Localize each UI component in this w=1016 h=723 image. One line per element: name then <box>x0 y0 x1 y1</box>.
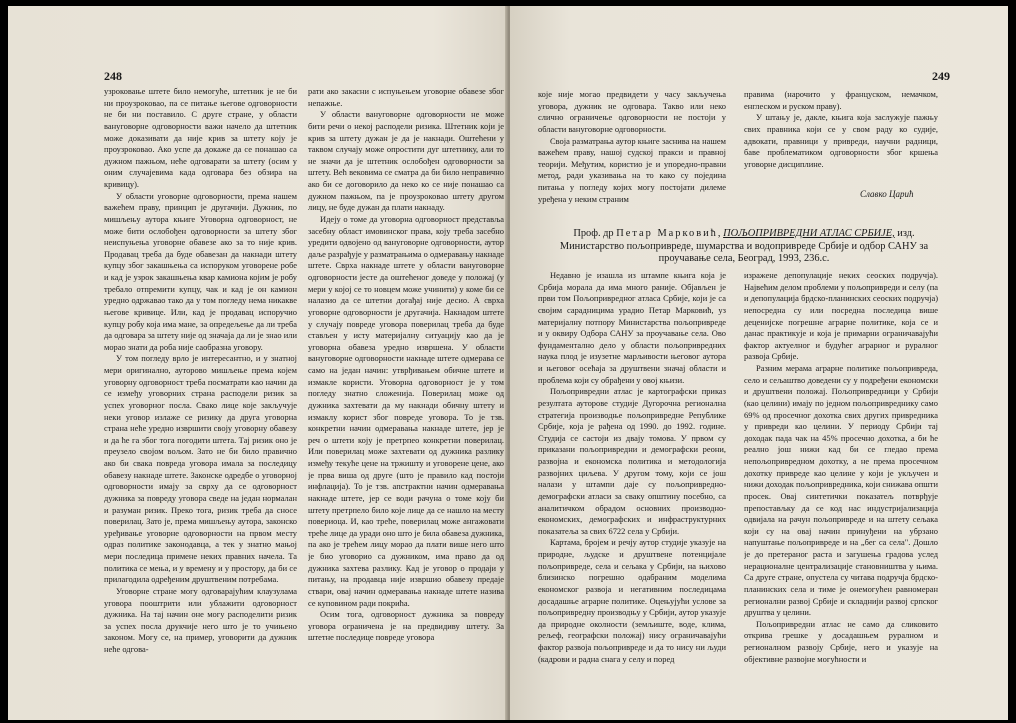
page-number: 248 <box>104 69 122 83</box>
paragraph: Осим тога, одговорност дужника за повреду уговора ограничена је на предвидиву штету. За штетне последице повреде уговора <box>308 609 504 643</box>
text-column <box>538 270 726 716</box>
text-column <box>308 86 504 710</box>
paragraph: У области вануговорне одговорности не може бити речи о некој расподели ризика. Штетник који је крив за штету дужан је да је накнади. Оштећени у таквом случају може опростити дуг штетнику, али то не значи да је штетник ослобођен одговорности за штету. Већ вековима се сматра да би било неправично ако би се договорило да неко ко се није понашао са дужном пажњом, па је проузроковао штету другом лицу, не буде дужан да плати накнаду. <box>308 109 504 213</box>
paragraph: узроковање штете било немогуће, штетник је не би ни проузроковао, па се питање његове одговорности не би ни поставило. С друге стране, у области вануговорне одговорности важи начело да штетник може доказивати да није крив за штету коју је проузроковао. Ако успе да докаже да се понашао са дужном пажњом, неће одговарати за штету (осим у оним случајевима када одговара без обзира на кривицу). <box>104 86 297 189</box>
text-column <box>538 89 726 209</box>
author-name: Петар Марковић <box>616 228 718 239</box>
review-signature: Славко Царић <box>860 189 914 199</box>
paragraph: Разним мерама аграрне политике пољопривреда, село и сељаштво доведени су у подређени економски и друштвени положај. Пољопривредници у Србији (као целини) имају по једном пољопривреднику само 69% од просечног дохотка свих других привредника у привреди као целини. У периоду Србији тај доходак пада чак на 45% просечно дохотка, а би ће реално још нижи кад би се гледао према непољопривредном дохотку, а не према просечном дохотку привреде као целине у који је укључен и нижи доходак пољопривредника, који снижава општи просек. Овај синтетички показатељ потврђује препостављку да се код нас индустријализација одвијала на рачун пољопривреде и на штету сељака који су на овај начин принуђени на убрзано напуштање пољопривреде и на „бег са села". Дошло је до претераног раста и загушења градова услед нерационалне централизације становништва у њима. Са друге стране, опустела су читава подручја брдско-планинских села и тиме је онемогућен равномеран регионални развој Србије и складнији развој српског друштва у целини. <box>744 363 938 618</box>
paragraph: правима (нарочито у француском, немачком, енглеском и руском праву). <box>744 89 938 111</box>
paragraph: У области уговорне одговорности, према нашем важећем праву, принцип је другачији. Дужник, по мишљењу аутора књиге Уговорна одговорност, не може бити ослобођен одговорности за штету због неиспуњења уговорне обавезе ако за то није крив. Продавац треба да буде обавезан да накнади штету купцу због закашњења са испоруком уговорене робе и кад је узрок закашњења квар камиона којим је робу требало отпремити купцу, чак и кад је он камион уредно одржавао тако да у том погледу нема никакве његове кривице. Или, кад је продавац испоручио купцу робу која има мане, за опредељење да ли треба да одговара за штету није од значаја да ли је знао или морао знати да роба није саобразна уговору. <box>104 190 297 352</box>
paragraph: Картама, бројем и речју аутор студије указује на природне, људске и друштвене потенцијале пољопривреде, села и сељака у Србији, на њихово близинско погрешно одабраним моделима економског развоја и негативним последицама досадашње аграрне политике. Оцењујући услове за пољопривредну производњу у Србији, аутор указује да природне околности (земљиште, воде, клима, рељеф, географски положај) нису ограничавајући фактор развоја пољопривреде и да то нису ни људи (кадрови и радна снага у селу и поред <box>538 537 726 664</box>
paragraph: Пољопривредни атлас је картографски приказ резултата ауторове студије Дугорочна регионална стратегија производње пољопривредне Републике Србије, која је рађена од 1990. до 1992. године. Студија се састоји из двају томова. У првом су приказани пољопривредни и демографски реони, развојна и економска политика и методологија развојних циљева. У другом тому, који се још налази у штампи даје су пољопривредно-демографски атласи за сваку општину посебно, са аналитичком обрадом основних производно-економских, демографских и инфраструктурних показатеља за свих 6722 села у Србији. <box>538 386 726 536</box>
paragraph: рати ако закасни с испуњењем уговорне обавезе због непажње. <box>308 86 504 108</box>
paragraph: Пољопривредни атлас не само да сликовито открива грешке у досадашњем руралном и регионалном развоју Србије, него и указује на објективне развојне могућности и <box>744 618 938 664</box>
paragraph: У том погледу врло је интересантно, и у знатној мери оригинално, ауторово мишљење према којем уговорну одговорност треба посматрати као начин да се између уговорних страна расподели ризик за успех уговорног посла. Свако лице које закључује неки уговор излаже се ризику да друга уговорна страна неће уредно извршити своју уговорну обавезу и да ће га због тога погодити штета. Тај ризик оно је преузело својом вољом. Зато не би било правично ако би свака повреда уговора имала за последицу обавезу накнаде штете. Законске одредбе о уговорној одговорности имају за сврху да се одговорност дужника за повреду уговора сведе на један нормалан и разуман ризик. Преко тога, ризик треба да сносе поверилац. Зато је, према мишљењу аутора, законско уређивање уговорне одговорности на првом месту одраз политике законодавца, а тек у знатно мањој мери последица примене неких правних начела. Та политика се мења, и у времену и у простору, да би се прилагодила одређеним друштвеним потребама. <box>104 353 297 585</box>
review-header: Проф. др Петар Марковић, ПОЉОПРИВРЕДНИ АТЛАС СРБИЈЕ, изд. Министарство пољопривреде, шумарства и водопривреде Србије и одбор САНУ за проучавање села, Београд, 1993, 236.с. <box>559 228 929 264</box>
text-column <box>104 86 297 710</box>
right-page <box>510 6 1008 720</box>
text-column <box>744 89 938 201</box>
paragraph: Уговорне стране могу одговарајућим клаузулама уговора пооштрити или ублажити одговорност дужника. На тај начин оне могу расподелити ризик за успех посла друкчије него што је то учињено законом. Могу се, на пример, уговорити да дужник неће одгова- <box>104 585 297 654</box>
book-title: ПОЉОПРИВРЕДНИ АТЛАС СРБИЈЕ, <box>723 228 895 239</box>
paragraph: Своја разматрања аутор књиге заснива на нашем важећем праву, нашој судској пракси и правној теорији. Међутим, користио је и упоредно-правни метод, ради указивања на то како су поједина питања у погледу којих могу постојати дилеме уређена у неким страним <box>538 135 726 204</box>
paragraph: У штању је, дакле, књига која заслужује пажњу свих правника који се у свом раду ко судије, адвокати, правници у привреди, научни радници, баве проблематиком одговорности због кршења уговорне дисциплине. <box>744 112 938 169</box>
paragraph: изражене депопулације неких сеоских подручја). Највећим делом проблеми у пољопривреди и селу (па и депопулација брдско-планинских сеоских подручја) непосредна су или посредна последица више деценијске погрешне аграрне политике, која се и данас практикује и која је примарни ограничавајући фактор актуелног и будућег аграрног и руралног развоја Србије. <box>744 270 938 362</box>
page-number: 249 <box>932 69 950 83</box>
author-prefix: Проф. др <box>573 228 614 239</box>
text-column <box>744 270 938 716</box>
paragraph: Недавно је изашла из штампе књига која је Србија морала да има много раније. Објављен је први том Пољопривредног атласа Србије, који је са својим сарадницима урадио Петар Марковић, уз материјалну потпору Министарства пољопривреде и у оквиру Одбора САНУ за проучавање села. Ово фундаментално дело у области пољопривредних наука плод је изузетне марљивости његовог аутора и његовог осећаја за друштвени значај области и проблема који су обрађени у овој књизи. <box>538 270 726 385</box>
left-page <box>8 6 508 720</box>
paragraph: Идеју о томе да уговорна одговорност представља засебну област имовинског права, коју треба засебно уредити одвојено од вануговорне одговорности, аутор даље разрађује у разматрањима о одмеравању накнаде штете. Сврха накнаде штете у области вануговорне одговорности јесте да оштећеног доведе у положај (у мери у којој се то новцем може учинити) у коме би се налазио да се штетни догађај није десио. А сврха уговорне одговорности је другачија. Накнадом штете у случају повреде уговора поверилац треба да буде стављен у исту материјалну ситуацију као да је уговорна обавеза уредно извршена. У области вануговорне одговорности накнаде штете одмерава се само на један начин: утврђивањем обичне штете и измакле користи. Уговорна одговорност је у том погледу знатно сложенија. Поверилац може од дужника захтевати да му накнади обичну штету и измаклу корист због повреде уговора. То је тзв. конкретни начин одмеравања накнаде штете, јер је реч о штети коју је претрпео конкретни поверилац. Или поверилац може захтевати од дужника разлику између текуће цене на тржишту и уговорене цене, ако је прва виша од друге (што је правило кад постоји инфлација). То је тзв. апстрактни начин одмеравања накнаде штете, јер се води рачуна о томе коју би штету претрпело било које лице да се нашло на месту повериоца. И, као треће, поверилац може ангажовати треће лице да уради оно што је била обавеза дужника, па ако је трећем лицу морао да плати више него што је био уговорио са дужником, има право да од дужника захтева разлику. Кад је уговор о продаји у питању, на продавца није извршио обавезу предаје ствари, овај начин одмеравања накнаде штете назива се куповином ради покрића. <box>308 213 504 608</box>
paragraph: које није могао предвидети у часу закључења уговора, дужник не одговара. Такво или неко слично ограничење одговорности не постоји у области вануговорне одговорности. <box>538 89 726 134</box>
publisher-info: изд. Министарство пољопривреде, шумарства и водопривреде Србије и одбор САНУ за проучавање села, Београд, 1993, 236.с. <box>559 228 929 264</box>
